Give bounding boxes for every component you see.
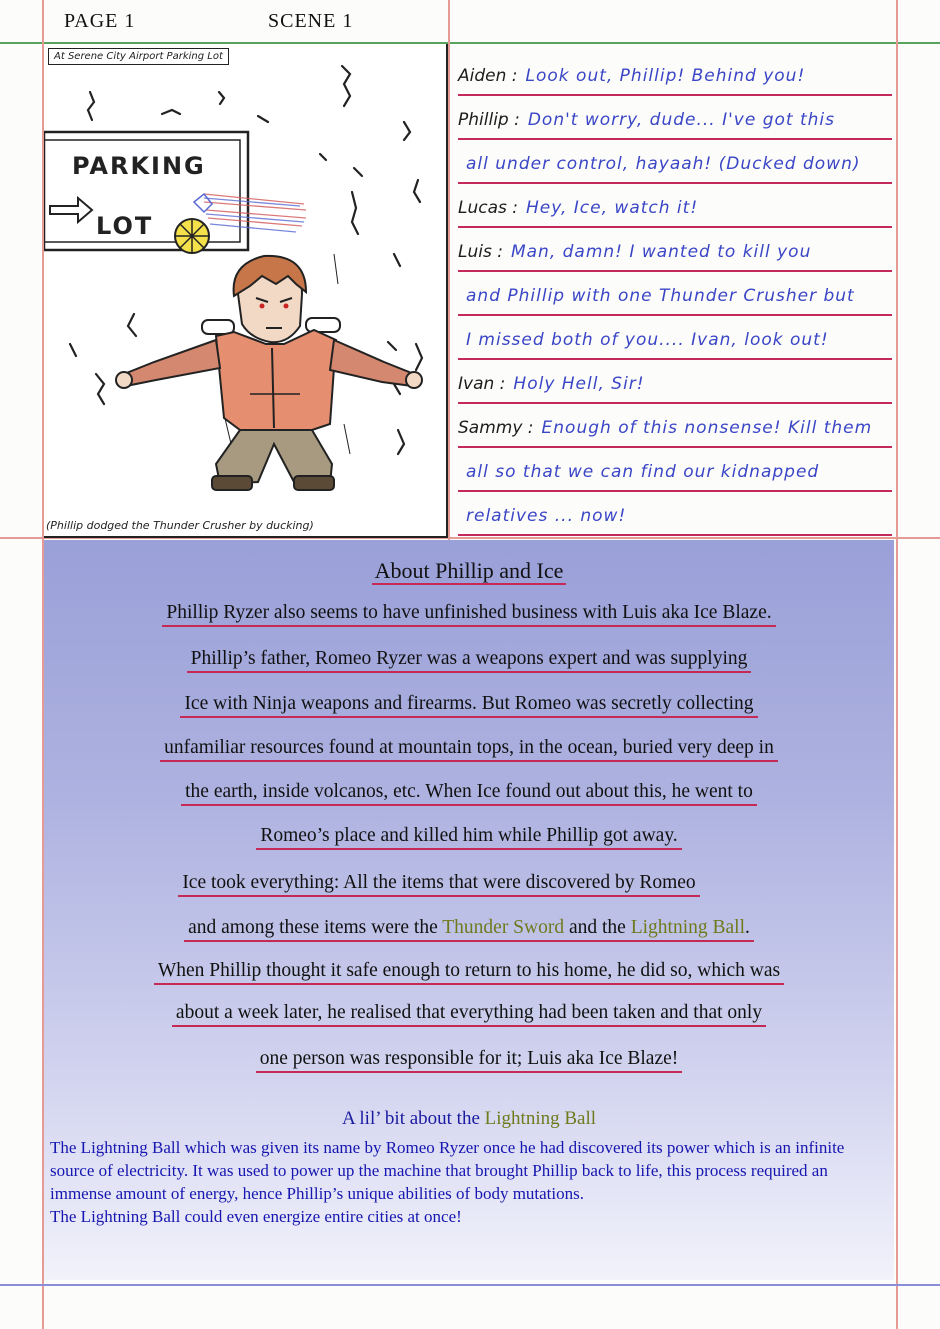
panel-illustration <box>44 44 446 536</box>
dialogue-text: Hey, Ice, watch it! <box>526 198 699 218</box>
scene-number: SCENE 1 <box>268 10 354 32</box>
dialogue-box <box>452 44 897 536</box>
bottom-blue-line <box>0 1284 940 1286</box>
about-line-5: the earth, inside volcanos, etc. When Ice found out about this, he went to <box>44 781 894 803</box>
dialogue-line <box>458 48 892 96</box>
location-label: At Serene City Airport Parking Lot <box>48 48 229 65</box>
dialogue-line <box>458 488 892 536</box>
speaker-name: Lucas : <box>458 198 518 218</box>
dialogue-text: all so that we can find our kidnapped <box>466 462 820 482</box>
dialogue-line <box>458 400 892 448</box>
dialogue-text: Holy Hell, Sir! <box>513 374 645 394</box>
lightning-ball-description: The Lightning Ball which was given its name by Romeo Ryzer once he had discovered its power which is an infinite source of electricity. It was used to power up the machine that brought Phillip back to life, this process required an immense amount of energy, hence Phillip’s unique abilities of body mutations. The Lightning Ball could even energize entire cities at once! <box>50 1138 845 1226</box>
dialogue-line <box>458 180 892 228</box>
dialogue-line <box>458 268 892 316</box>
about-line-8: and among these items were the Thunder Sword and the Lightning Ball. <box>44 917 894 939</box>
dialogue-text: and Phillip with one Thunder Crusher but <box>466 286 855 306</box>
about-line-1: Phillip Ryzer also seems to have unfinished business with Luis aka Ice Blaze. <box>44 602 894 624</box>
dialogue-text: relatives ... now! <box>466 506 627 526</box>
dialogue-line <box>458 136 892 184</box>
about-line-11: one person was responsible for it; Luis aka Ice Blaze! <box>44 1048 894 1070</box>
about-line-10: about a week later, he realised that everything had been taken and that only <box>44 1002 894 1024</box>
dialogue-line <box>458 92 892 140</box>
dialogue-text: Look out, Phillip! Behind you! <box>525 66 806 86</box>
about-line-4: unfamiliar resources found at mountain tops, in the ocean, buried very deep in <box>44 737 894 759</box>
page-number: PAGE 1 <box>64 10 136 32</box>
lightning-ball-highlight: Lightning Ball <box>630 917 746 938</box>
panel-caption: (Phillip dodged the Thunder Crusher by ducking) <box>46 519 314 532</box>
dialogue-text: I missed both of you.... Ivan, look out! <box>466 330 829 350</box>
sign-text-lot: LOT <box>96 212 154 240</box>
dialogue-line <box>458 356 892 404</box>
thunder-sword-highlight: Thunder Sword <box>442 917 565 938</box>
middle-margin-line <box>448 0 450 540</box>
dialogue-line <box>458 312 892 360</box>
dialogue-text: Don't worry, dude... I've got this <box>527 110 836 130</box>
comic-panel <box>44 44 448 538</box>
speaker-name: Aiden : <box>458 66 518 86</box>
about-line-9: When Phillip thought it safe enough to return to his home, he did so, which was <box>44 960 894 982</box>
lightning-ball-subtitle: A lil’ bit about the Lightning Ball <box>341 1108 597 1129</box>
about-line-7: Ice took everything: All the items that were discovered by Romeo <box>44 872 864 894</box>
about-line-6: Romeo’s place and killed him while Phillip got away. <box>44 825 894 847</box>
dialogue-text: all under control, hayaah! (Ducked down) <box>466 154 861 174</box>
sign-text-parking: PARKING <box>72 152 206 180</box>
about-title: About Phillip and Ice <box>44 558 894 584</box>
about-line-3: Ice with Ninja weapons and firearms. But Romeo was secretly collecting <box>44 693 894 715</box>
dialogue-line <box>458 444 892 492</box>
speaker-name: Ivan : <box>458 374 506 394</box>
speaker-name: Sammy : <box>458 418 534 438</box>
about-section <box>44 540 894 1280</box>
about-line-2: Phillip’s father, Romeo Ryzer was a weapons expert and was supplying <box>44 648 894 670</box>
speaker-name: Phillip : <box>458 110 520 130</box>
dialogue-line <box>458 224 892 272</box>
speaker-name: Luis : <box>458 242 503 262</box>
dialogue-text: Man, damn! I wanted to kill you <box>510 242 812 262</box>
dialogue-text: Enough of this nonsense! Kill them <box>541 418 873 438</box>
